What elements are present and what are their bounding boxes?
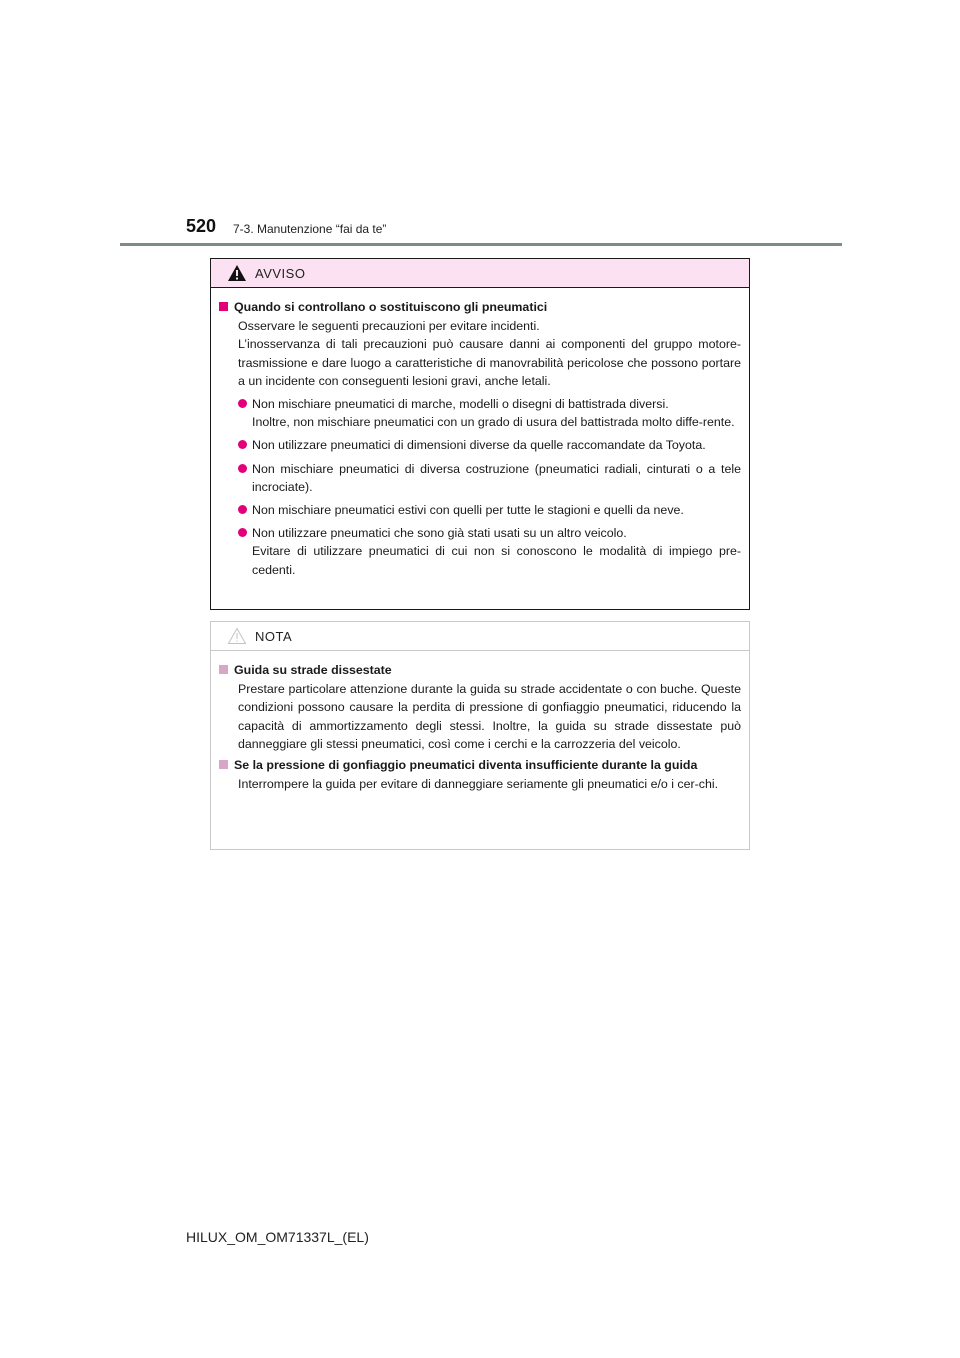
round-bullet-icon: [238, 505, 247, 514]
warning-triangle-icon: [227, 264, 247, 282]
square-bullet-icon: [219, 665, 228, 674]
notice-heading-text: Se la pressione di gonfiaggio pneumatici diventa insufficiente durante la guida: [234, 758, 698, 773]
page-number: 520: [186, 216, 217, 236]
warning-intro-line2: L’inosservanza di tali precauzioni può causare danni ai componenti del gruppo motore-trasmissione e dare luogo a caratteristiche di manovrabilità pericolose che possono portare a un incidente con conseguenti lesioni gravi, anche letali.: [238, 337, 741, 388]
bullet-line: Non mischiare pneumatici di marche, modelli o disegni di battistrada diversi.: [252, 397, 669, 412]
section-title: 7-3. Manutenzione “fai da te”: [233, 222, 387, 236]
warning-heading: [219, 298, 741, 316]
notice-box-header: [211, 622, 749, 651]
list-item: [219, 501, 741, 519]
warning-box-header: [211, 259, 749, 288]
warning-box-title: AVVISO: [255, 265, 306, 281]
bullet-line: Non utilizzare pneumatici che sono già stati usati su un altro veicolo.: [252, 526, 627, 541]
list-item: [219, 460, 741, 496]
footer-doc-code: HILUX_OM_OM71337L_(EL): [186, 1229, 369, 1245]
notice-paragraph: Prestare particolare attenzione durante la guida su strade accidentate o con buche. Queste condizioni possono causare la perdita di pressione di gonfiaggio pneumatici, riducendo la capacità di ammortizzamento degli stessi. Inoltre, la guida su strade dissestate può danneggiare gli stessi pneumatici, così come i cerchi e la carrozzeria del veicolo.: [238, 682, 741, 751]
notice-box-title: NOTA: [255, 628, 293, 644]
bullet-line: Evitare di utilizzare pneumatici di cui non si conoscono le modalità di impiego pre-cedenti.: [252, 544, 741, 577]
bullet-line: Non utilizzare pneumatici di dimensioni diverse da quelle raccomandate da Toyota.: [252, 438, 706, 453]
notice-box: [210, 621, 750, 850]
list-item: [219, 436, 741, 454]
bullet-line: Inoltre, non mischiare pneumatici con un grado di usura del battistrada molto diffe-rente.: [252, 415, 735, 430]
list-item: [219, 524, 741, 579]
warning-box: [210, 258, 750, 610]
round-bullet-icon: [238, 440, 247, 449]
header-rule: [120, 243, 842, 246]
round-bullet-icon: [238, 528, 247, 537]
square-bullet-icon: [219, 302, 228, 311]
round-bullet-icon: [238, 399, 247, 408]
bullet-line: Non mischiare pneumatici estivi con quelli per tutte le stagioni e quelli da neve.: [252, 503, 684, 518]
warning-heading-text: Quando si controllano o sostituiscono gli pneumatici: [234, 300, 548, 314]
bullet-line: Non mischiare pneumatici di diversa costruzione (pneumatici radiali, cinturati o a tele incrociate).: [252, 461, 741, 494]
square-bullet-icon: [219, 760, 228, 769]
notice-heading-rough-roads: [219, 661, 741, 679]
notice-paragraph: Interrompere la guida per evitare di danneggiare seriamente gli pneumatici e/o i cer-chi.: [238, 777, 719, 792]
list-item: [219, 395, 741, 431]
round-bullet-icon: [238, 464, 247, 473]
caution-triangle-icon: [227, 627, 247, 645]
notice-heading-text: Guida su strade dissestate: [234, 663, 392, 677]
warning-intro-line1: Osservare le seguenti precauzioni per evitare incidenti.: [238, 319, 540, 334]
notice-heading-low-pressure: [219, 756, 741, 774]
warning-bullet-list: [219, 395, 741, 579]
